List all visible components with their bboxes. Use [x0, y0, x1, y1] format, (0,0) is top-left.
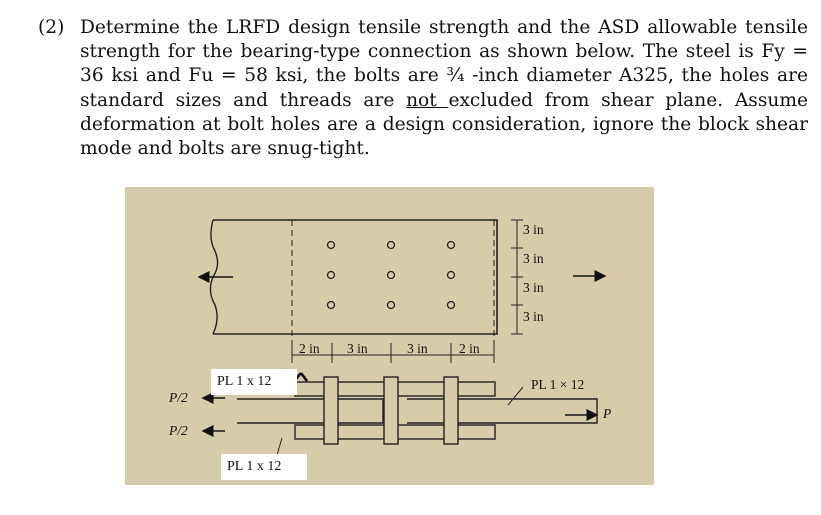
dim-horizontal-3: 3 in [407, 341, 428, 356]
bolt-hole [448, 302, 455, 309]
plan-view [199, 220, 605, 363]
problem-text-part1: Determine the LRFD design tensile strength and the ASD allowable tensile strength for the bearing-type connection as shown below. The steel is Fy = 36 ksi and Fu = 58 ksi, the bolts are ¾ -inch diameter A325, the holes are standard sizes and threads are [80, 17, 808, 111]
force-label-top: P/2 [169, 390, 188, 405]
dim-vertical-3: 3 in [523, 280, 544, 295]
dim-vertical-1: 3 in [523, 222, 544, 237]
plate-label-top-left: PL 1 x 12 [211, 369, 297, 395]
dim-vertical-4: 3 in [523, 309, 544, 324]
bolt-hole [448, 272, 455, 279]
bolt-hole [328, 242, 335, 249]
connection-figure-photo [125, 187, 654, 485]
connection-diagram [125, 187, 654, 485]
bolt-hole [448, 242, 455, 249]
right-main-plate [407, 399, 597, 423]
problem-statement [38, 16, 808, 161]
force-label-bottom: P/2 [169, 423, 188, 438]
bolt [444, 377, 458, 444]
bolt-holes [328, 242, 455, 309]
problem-text-underlined: not [406, 89, 449, 111]
problem-number: (2) [38, 17, 65, 38]
bolt [324, 377, 338, 444]
bolt-hole [388, 242, 395, 249]
bolt-hole [388, 302, 395, 309]
left-main-plate [237, 399, 383, 423]
bolts-elevation [324, 377, 458, 444]
force-label-right: P [603, 406, 612, 421]
plate-label-right: PL 1 × 12 [531, 377, 585, 392]
bolt [384, 377, 398, 444]
problem-text [38, 16, 808, 161]
bolt-hole [328, 302, 335, 309]
plate-label-bottom-left: PL 1 x 12 [221, 454, 307, 480]
leader-bottom [277, 438, 282, 455]
dim-vertical-2: 3 in [523, 251, 544, 266]
bolt-hole [388, 272, 395, 279]
dim-horizontal-4: 2 in [459, 341, 480, 356]
dim-horizontal-2: 3 in [347, 341, 368, 356]
bolt-hole [328, 272, 335, 279]
dim-horizontal-1: 2 in [299, 341, 320, 356]
problem-text-part2: excluded from shear plane. Assume deformation at bolt holes are a design consideration, ignore the block shear mode and bolts are snug-tight. [80, 89, 808, 160]
vertical-dimension-lines [511, 220, 523, 334]
leader-right [508, 387, 523, 405]
pen-mark [296, 373, 307, 381]
